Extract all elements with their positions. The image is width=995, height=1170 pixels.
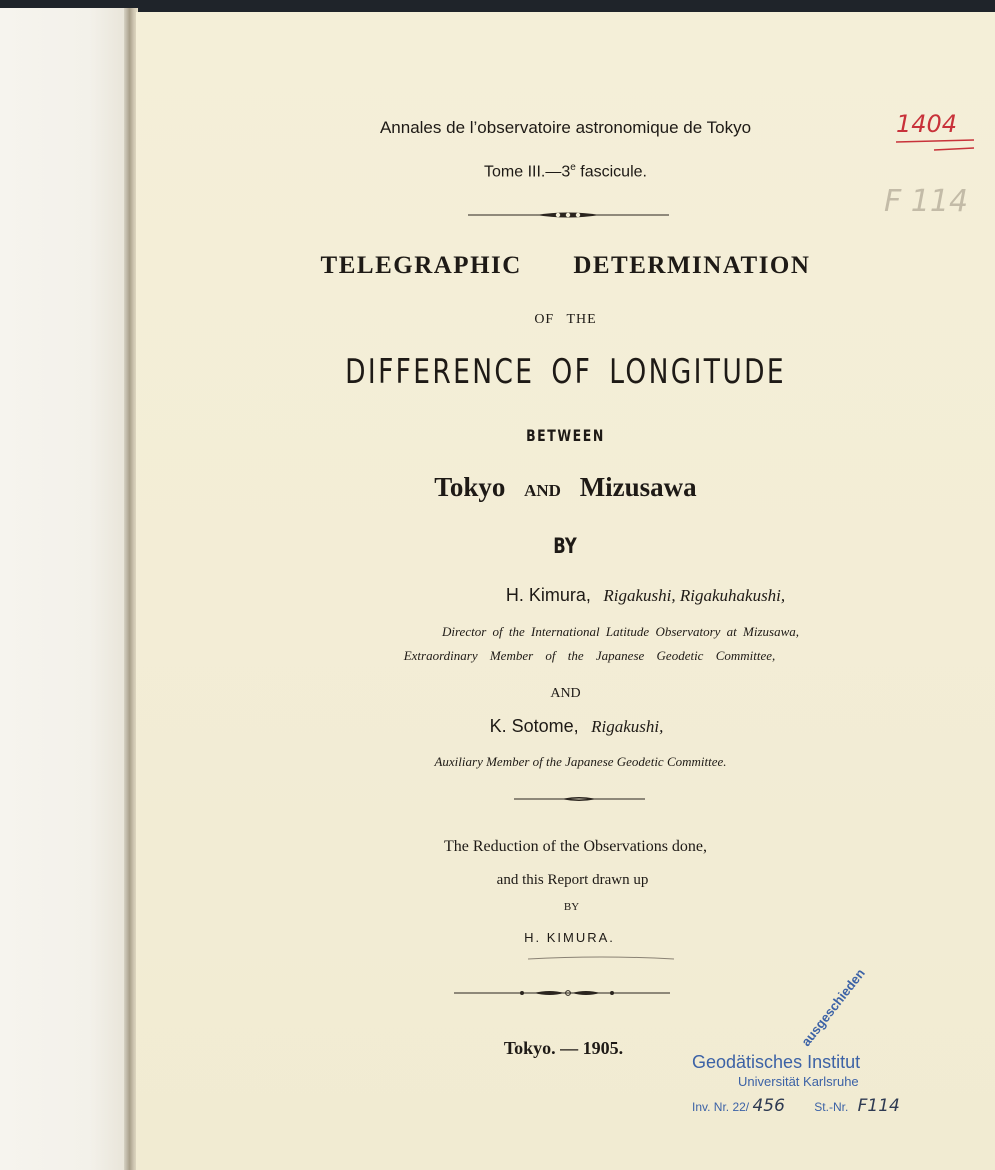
author-2-affiliation <box>136 754 995 770</box>
title-between: BETWEEN <box>526 426 605 445</box>
reduction-author-name: H. KIMURA. <box>524 930 615 945</box>
red-strike <box>894 124 976 154</box>
place-tokyo: Tokyo <box>434 472 506 502</box>
stamp-subtitle: Universität Karlsruhe <box>738 1074 859 1089</box>
library-stamp <box>692 965 942 1132</box>
pencil-shelf-mark <box>884 184 968 219</box>
by-line <box>136 534 995 559</box>
stamp-st-value: F114 <box>857 1096 900 1116</box>
author-1 <box>136 585 995 606</box>
by-text: BY <box>553 534 578 558</box>
author-2-member: Auxiliary Member of the Japanese Geodetic Committee. <box>434 754 727 769</box>
title-line-3 <box>136 352 995 392</box>
title-line-4 <box>136 426 995 446</box>
author-1-affiliation-2 <box>136 648 995 664</box>
title-word-telegraphic: TELEGRAPHIC <box>320 252 522 279</box>
left-page <box>0 8 128 1170</box>
tome-text: Tome III.—3 <box>484 163 571 181</box>
stamp-inv-label: Inv. Nr. 22/ <box>692 1100 750 1114</box>
stamp-overprint: ausgeschieden <box>798 965 868 1049</box>
reduction-text-2: and this Report drawn up <box>496 872 649 888</box>
and-line <box>136 686 995 702</box>
author-2-name: K. Sotome, <box>489 716 579 736</box>
title-line-5 <box>136 472 995 503</box>
author-2-titles: Rigakushi, <box>591 717 664 736</box>
title-of-the: OF THE <box>534 312 597 327</box>
title-and: AND <box>524 481 561 500</box>
series-title <box>136 118 995 138</box>
tome-superscript: e <box>570 162 576 173</box>
author-2 <box>136 716 995 737</box>
title-line-1 <box>136 252 995 280</box>
place-mizusawa: Mizusawa <box>579 472 697 502</box>
stamp-title: Geodätisches Institut <box>692 1052 861 1072</box>
title-line-2 <box>136 312 995 328</box>
ornament-rule-bottom <box>452 986 672 1000</box>
tome-tail-text: fascicule. <box>575 163 647 181</box>
red-number-text: 1404 <box>896 110 958 138</box>
author-1-name: H. Kimura, <box>505 585 591 605</box>
title-difference-of-longitude: DIFFERENCE OF LONGITUDE <box>345 352 786 392</box>
reduction-author <box>136 930 995 946</box>
author-1-affiliation-1 <box>136 624 995 640</box>
title-page <box>136 12 995 1170</box>
reduction-line-2 <box>136 872 995 889</box>
underline-rule <box>526 954 676 962</box>
author-1-titles: Rigakushi, Rigakuhakushi, <box>603 586 786 605</box>
author-1-member: Extraordinary Member of the Japanese Geodetic Committee, <box>403 648 776 663</box>
ornament-rule-top <box>466 208 671 222</box>
tome-line <box>136 162 995 181</box>
and-text: AND <box>550 686 581 701</box>
author-1-director: Director of the International Latitude Observatory at Mizusawa, <box>441 624 800 639</box>
stamp-inventory <box>692 1096 900 1116</box>
title-word-determination: DETERMINATION <box>573 252 811 279</box>
stamp-st-label: St.-Nr. <box>814 1100 849 1114</box>
stamp-inv-value: 456 <box>752 1096 785 1116</box>
imprint-text: Tokyo. — 1905. <box>503 1038 624 1058</box>
reduction-line-1 <box>136 838 995 856</box>
ornament-rule-middle <box>512 794 647 804</box>
reduction-by-text: BY <box>563 901 580 913</box>
pencil-shelf-text: F 114 <box>884 184 969 219</box>
reduction-by <box>136 901 995 913</box>
series-title-text: Annales de l’observatoire astronomique de Tokyo <box>379 118 752 137</box>
reduction-text-1: The Reduction of the Observations done, <box>443 838 708 855</box>
